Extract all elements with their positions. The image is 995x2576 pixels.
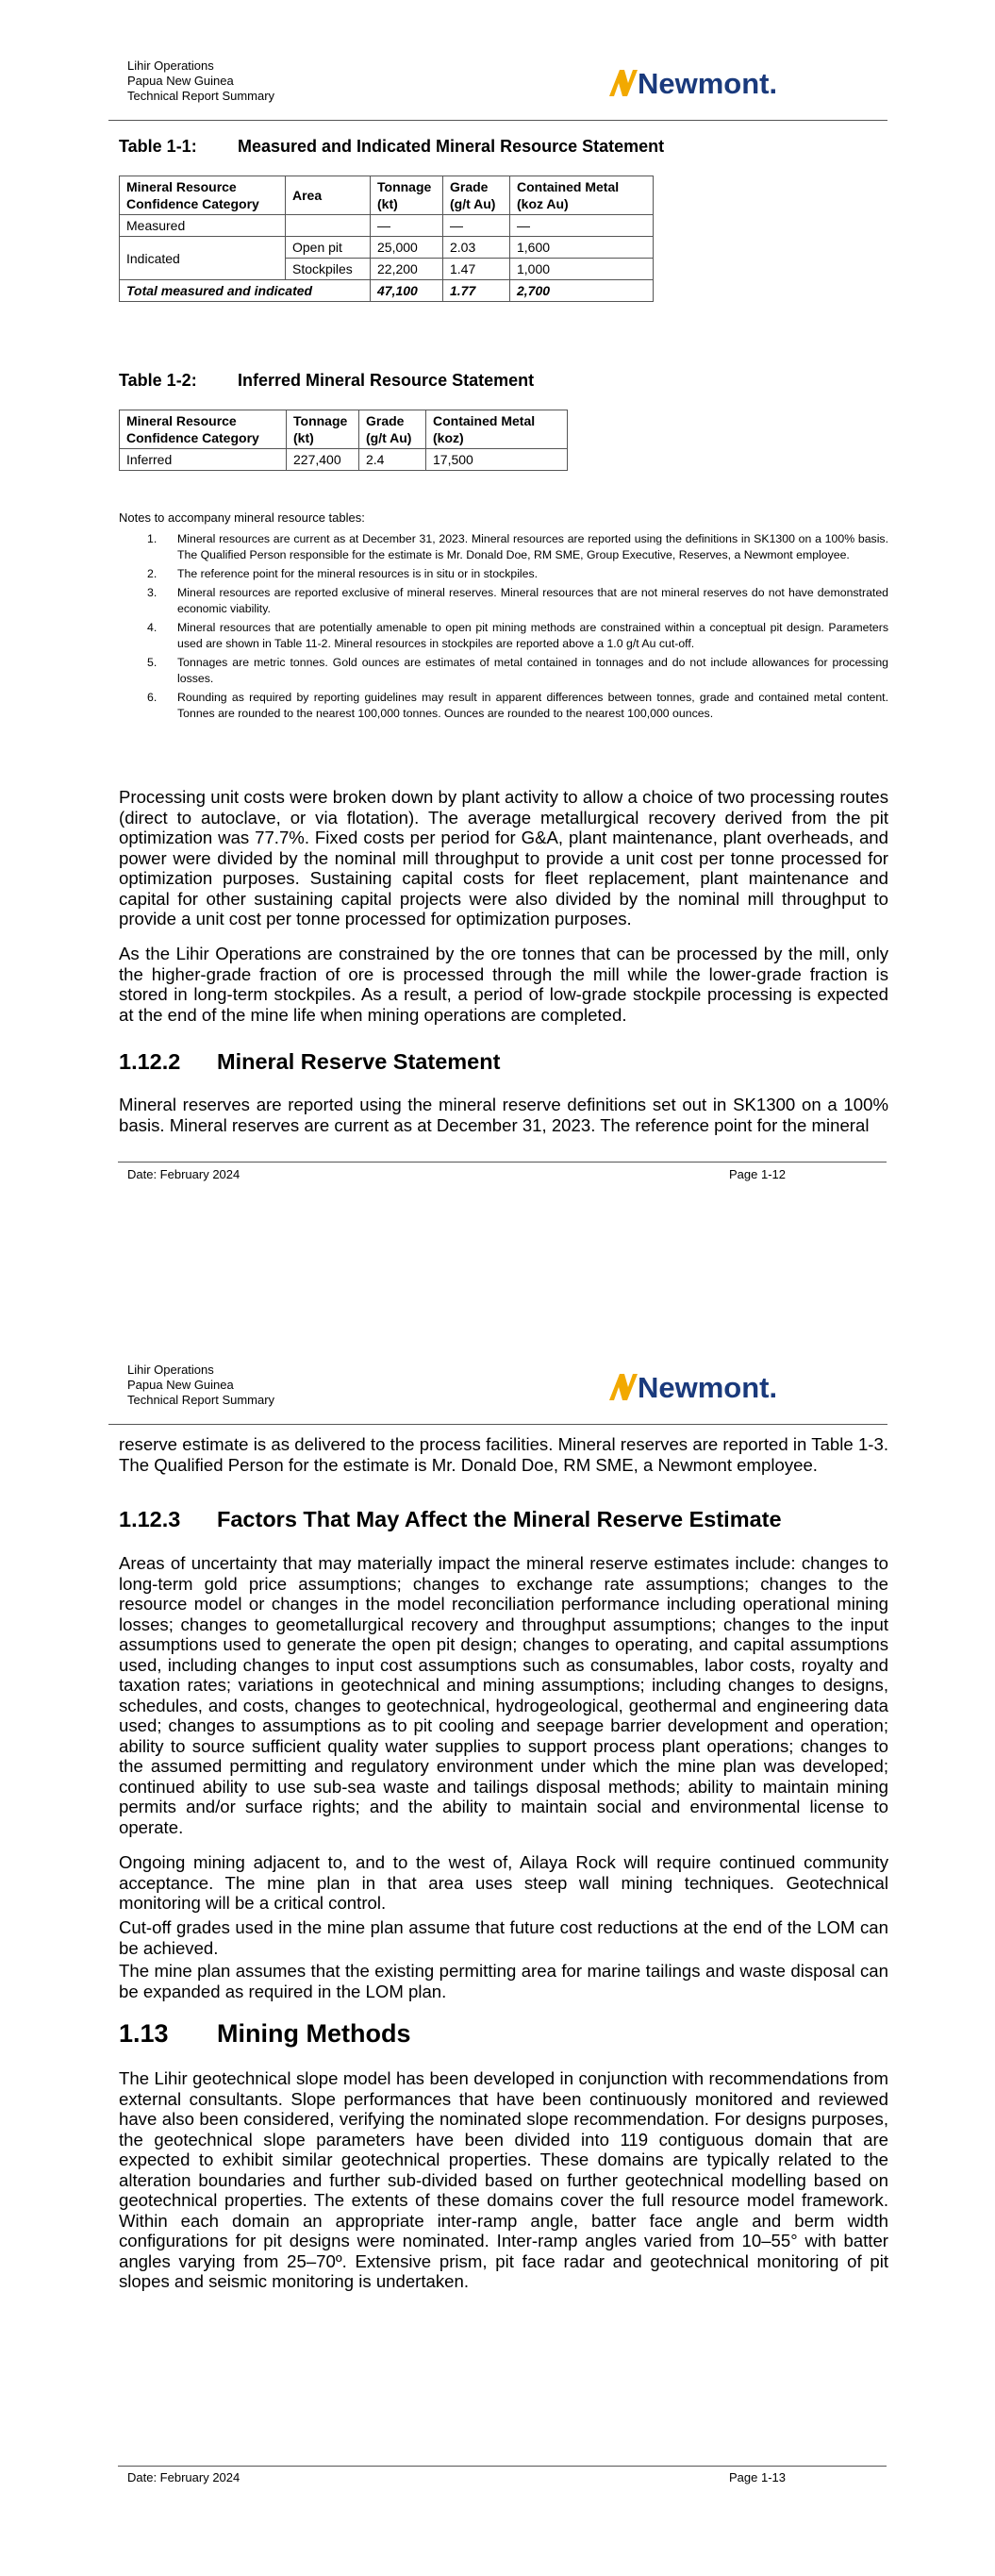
header-line-1: Lihir Operations — [127, 1363, 214, 1377]
section-title: Mineral Reserve Statement — [217, 1049, 501, 1074]
list-item — [119, 531, 888, 563]
footer-date: Date: February 2024 — [127, 1167, 240, 1181]
table-header-row — [120, 410, 568, 449]
table-1-1-number: Table 1-1: — [119, 137, 197, 156]
table-cell: 22,200 — [371, 259, 443, 280]
report-header — [127, 1363, 274, 1408]
table-cell: 2.03 — [443, 237, 510, 259]
table-cell: — — [443, 215, 510, 237]
table-cell: 1,600 — [510, 237, 654, 259]
table-row — [120, 449, 568, 471]
table-total-row — [120, 280, 654, 302]
table-1-2-number: Table 1-2: — [119, 371, 197, 390]
table-cell — [286, 215, 371, 237]
resource-notes-list — [119, 531, 888, 725]
table-cell: Total measured and indicated — [120, 280, 371, 302]
newmont-logo — [609, 1370, 781, 1404]
report-header — [127, 59, 274, 104]
stockpile-paragraph: As the Lihir Operations are constrained by the ore tonnes that can be processed by the mill, only the higher-grade fraction of ore is processed through the mill while the lower-grade fraction is stored in long-term stockpiles. As a result, a period of low-grade stockpile processing is expected at the end of the mine life when mining operations are completed. — [119, 944, 888, 1025]
note-text: Mineral resources that are potentially amenable to open pit mining methods are constrained within a conceptual pit design. Parameters used are shown in Table 11-2. Mineral resources in stockpiles are reported above a 1.0 g/t Au cut-off. — [177, 621, 888, 650]
table-cell: 1.47 — [443, 259, 510, 280]
logo-wordmark: Newmont. — [638, 67, 778, 100]
logo-mark-icon — [609, 1374, 638, 1400]
header-line-3: Technical Report Summary — [127, 1393, 275, 1407]
table-cell: Indicated — [120, 237, 286, 280]
logo-wordmark: Newmont. — [638, 1371, 778, 1404]
col-header: Mineral Resource Confidence Category — [120, 410, 287, 449]
footer-divider — [118, 2466, 887, 2467]
footer-page-number: Page 1-13 — [729, 2470, 786, 2484]
section-number: 1.12.3 — [119, 1507, 181, 1531]
section-heading-1-13 — [119, 2019, 410, 2049]
processing-costs-paragraph: Processing unit costs were broken down by plant activity to allow a choice of two processing routes (direct to autoclave, or via flotation). The average metallurgical recovery derived from the pit optimization was 77.7%. Fixed costs per period for G&A, plant maintenance, plant overheads, and power were divided by the nominal mill throughput to provide a unit cost per tonne processed for optimization purposes. Sustaining capital costs for fleet replacement, plant maintenance and capital for other sustaining capital projects were also divided by the nominal mill throughput to provide a unit cost per tonne processed for optimization purposes. — [119, 787, 888, 928]
section-number: 1.13 — [119, 2019, 169, 2048]
col-header: Contained Metal (koz Au) — [510, 176, 654, 215]
newmont-logo — [609, 66, 781, 100]
list-item — [119, 585, 888, 617]
note-text: Mineral resources are reported exclusive of mineral reserves. Mineral resources that are not mineral reserves do not have demonstrated economic viability. — [177, 586, 888, 615]
header-line-2: Papua New Guinea — [127, 74, 234, 88]
table-cell: 227,400 — [287, 449, 359, 471]
note-text: The reference point for the mineral resources is in situ or in stockpiles. — [177, 567, 539, 580]
header-divider — [108, 1424, 887, 1425]
header-line-1: Lihir Operations — [127, 59, 214, 73]
table-cell: — — [371, 215, 443, 237]
table-cell: Stockpiles — [286, 259, 371, 280]
footer-divider — [118, 1162, 887, 1163]
col-header: Area — [286, 176, 371, 215]
col-header: Mineral Resource Confidence Category — [120, 176, 286, 215]
reserve-statement-paragraph: Mineral reserves are reported using the mineral reserve definitions set out in SK1300 on a 100% basis. Mineral reserves are current as at December 31, 2023. The reference point for the mineral — [119, 1095, 888, 1135]
section-heading-1-12-2 — [119, 1049, 500, 1075]
col-header: Tonnage (kt) — [287, 410, 359, 449]
logo-mark-icon — [609, 70, 638, 96]
col-header: Grade (g/t Au) — [443, 176, 510, 215]
table-header-row — [120, 176, 654, 215]
table-1-2-title: Inferred Mineral Resource Statement — [238, 371, 535, 390]
table-cell: 17,500 — [426, 449, 568, 471]
table-cell: 47,100 — [371, 280, 443, 302]
table-cell: 1.77 — [443, 280, 510, 302]
note-number: 6. — [147, 691, 158, 704]
reserve-estimate-paragraph: reserve estimate is as delivered to the process facilities. Mineral reserves are reported in Table 1-3. The Qualified Person for the estimate is Mr. Donald Doe, RM SME, a Newmont employee. — [119, 1434, 888, 1475]
header-divider — [108, 120, 887, 121]
table-row — [120, 237, 654, 259]
col-header: Tonnage (kt) — [371, 176, 443, 215]
note-text: Tonnages are metric tonnes. Gold ounces are estimates of metal contained in tonnages and do not include allowances for processing losses. — [177, 656, 888, 685]
footer-date: Date: February 2024 — [127, 2470, 240, 2484]
table-1-2-caption — [119, 371, 534, 391]
section-number: 1.12.2 — [119, 1049, 181, 1074]
table-cell: 25,000 — [371, 237, 443, 259]
footer-page-number: Page 1-12 — [729, 1167, 786, 1181]
note-number: 3. — [147, 586, 158, 599]
table-row — [120, 215, 654, 237]
table-cell: 1,000 — [510, 259, 654, 280]
list-item — [119, 655, 888, 687]
section-title: Factors That May Affect the Mineral Reserve Estimate — [217, 1507, 782, 1531]
list-item — [119, 620, 888, 652]
tailings-paragraph: The mine plan assumes that the existing permitting area for marine tailings and waste disposal can be expanded as required in the LOM plan. — [119, 1961, 888, 2001]
table-cell: Inferred — [120, 449, 287, 471]
note-text: Rounding as required by reporting guidelines may result in apparent differences between tonnes, grade and contained metal content. Tonnes are rounded to the nearest 100,000 tonnes. Ounces are rounded to the nearest 100,000 ounces. — [177, 691, 888, 720]
note-number: 4. — [147, 621, 158, 634]
table-cell: 2,700 — [510, 280, 654, 302]
uncertainty-paragraph: Areas of uncertainty that may materially impact the mineral reserve estimates include: changes to long-term gold price assumptions; changes to exchange rate assumptions; changes to the resource model or changes in the model reconciliation performance including operational mining losses; changes to geometallurgical recovery and throughput assumptions; changes to the input assumptions used to generate the open pit design; changes to operating, and capital assumptions used, including changes to input cost assumptions such as consumables, labor costs, royalty and taxation rates; variations in geotechnical and mining assumptions; including changes to designs, schedules, and costs, changes to geotechnical, hydrogeological, geothermal and engineering data used; changes to assumptions as to pit cooling and seepage barrier development and operation; ability to source sufficient quality water supplies to support process plant operations; changes to the assumed permitting and regulatory environment under which the mine plan was developed; continued ability to use sub-sea waste and tailings disposal methods; ability to maintain mining permits and/or surface rights; and the ability to maintain social and environmental license to operate. — [119, 1553, 888, 1837]
table-1-1-title: Measured and Indicated Mineral Resource Statement — [238, 137, 665, 156]
list-item — [119, 566, 888, 582]
table-cell: — — [510, 215, 654, 237]
measured-indicated-table — [119, 176, 654, 302]
table-cell: Measured — [120, 215, 286, 237]
table-1-1-caption — [119, 137, 664, 157]
col-header: Grade (g/t Au) — [359, 410, 426, 449]
col-header: Contained Metal (koz) — [426, 410, 568, 449]
list-item — [119, 690, 888, 722]
table-cell: 2.4 — [359, 449, 426, 471]
section-heading-1-12-3 — [119, 1507, 782, 1532]
note-text: Mineral resources are current as at December 31, 2023. Mineral resources are reported using the definitions in SK1300 on a 100% basis. The Qualified Person responsible for the estimate is Mr. Donald Doe, RM SME, Group Executive, Reserves, a Newmont employee. — [177, 532, 888, 561]
geotechnical-paragraph: The Lihir geotechnical slope model has been developed in conjunction with recommendations from external consultants. Slope performances that have been continuously monitored and reviewed have also been considered, verifying the nominated slope recommendation. For designs purposes, the geotechnical slope parameters have been divided into 119 contiguous domain that are expected to exhibit similar geotechnical properties. These domains are typically related to the alteration boundaries and further sub-divided based on further geotechnical modelling based on geotechnical properties. The extents of these domains cover the full resource model framework. Within each domain an appropriate inter-ramp angle, batter face angle and berm width configurations for pit designs were nominated. Inter-ramp angles varied from 10–55° with batter angles varying from 25–70º. Extensive prism, pit face radar and geotechnical monitoring of pit slopes and seismic monitoring is undertaken. — [119, 2068, 888, 2291]
ailaya-rock-paragraph: Ongoing mining adjacent to, and to the west of, Ailaya Rock will require continued community acceptance. The mine plan in that area uses steep wall mining techniques. Geotechnical monitoring will be a critical control. — [119, 1852, 888, 1913]
inferred-table — [119, 410, 568, 471]
section-title: Mining Methods — [217, 2019, 411, 2048]
cutoff-grade-paragraph: Cut-off grades used in the mine plan assume that future cost reductions at the end of the LOM can be achieved. — [119, 1917, 888, 1958]
note-number: 5. — [147, 656, 158, 669]
notes-intro: Notes to accompany mineral resource tables: — [119, 510, 365, 525]
header-line-3: Technical Report Summary — [127, 89, 275, 103]
note-number: 1. — [147, 532, 158, 545]
table-cell: Open pit — [286, 237, 371, 259]
header-line-2: Papua New Guinea — [127, 1378, 234, 1392]
note-number: 2. — [147, 567, 158, 580]
page-1-13 — [0, 1288, 995, 2576]
